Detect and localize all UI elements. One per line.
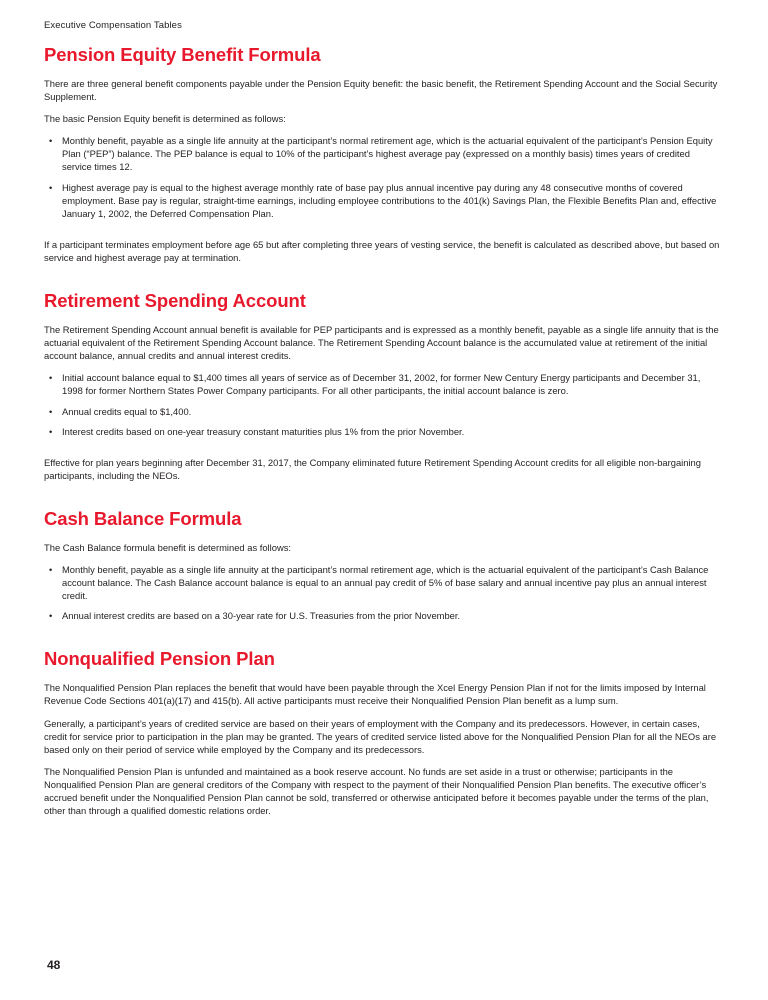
paragraph: The Nonqualified Pension Plan is unfunded and maintained as a book reserve account. No funds are set aside in a trust or otherwise; participants in the Nonqualified Pension Plan are general creditors of the Company with respect to the payment of their Nonqualified Pension Plan benefits. The executive officer’s accrued benefit under the Nonqualified Pension Plan cannot be sold, transferred or otherwise anticipated before it becomes payable under the terms of the plan, other than through a qualified domestic relations order.	[44, 765, 709, 817]
bullet-dot-icon: •	[49, 405, 53, 417]
list-item	[44, 134, 720, 173]
paragraph: The Nonqualified Pension Plan replaces the benefit that would have been payable through the Xcel Energy Pension Plan if not for the limits imposed by Internal Revenue Code Sections 401(a)(17) and 415(b). All active participants must receive their Nonqualified Pension Plan benefit as a lump sum.	[44, 682, 706, 707]
section-retirement-spending-account	[44, 290, 720, 482]
page-number: 48	[47, 958, 61, 972]
list-item	[44, 181, 720, 220]
list-item-text: Interest credits based on one-year treasury constant maturities plus 1% from the prior November.	[62, 425, 465, 437]
bullet-list	[44, 134, 720, 220]
paragraph: Effective for plan years beginning after December 31, 2017, the Company eliminated future Retirement Spending Account credits for all eligible non-bargaining participants, including the NEOs.	[44, 456, 701, 481]
list-item-text: Annual interest credits are based on a 30-year rate for U.S. Treasuries from the prior November.	[62, 610, 461, 622]
list-item-text: Monthly benefit, payable as a single life annuity at the participant’s normal retirement age, which is the actuarial equivalent of the participant’s Cash Balance account balance. The Cash Balance account balance is equal to an annual pay credit of 5% of base salary and annual incentive pay plus an annual interest credit.	[62, 563, 709, 602]
section-heading: Cash Balance Formula	[44, 507, 242, 529]
paragraph: There are three general benefit components payable under the Pension Equity benefit: the basic benefit, the Retirement Spending Account and the Social Security Supplement.	[44, 78, 718, 103]
paragraph: The Cash Balance formula benefit is determined as follows:	[44, 541, 292, 553]
list-item-text: Highest average pay is equal to the highest average monthly rate of base pay plus annual incentive pay during any 48 consecutive months of covered employment. Base pay is regular, straight-time earnings, including employee contributions to the 401(k) Savings Plan, the Flexible Benefits Plan and, effective January 1, 2002, the Deferred Compensation Plan.	[62, 181, 717, 219]
list-item	[44, 609, 720, 622]
list-item-text: Initial account balance equal to $1,400 times all years of service as of December 31, 2002, for former New Century Energy participants and December 31, 1998 for former Northern States Power Company participants. For all other participants, the initial account balance is zero.	[62, 372, 701, 397]
bullet-dot-icon: •	[49, 372, 53, 384]
bullet-dot-icon: •	[49, 563, 53, 575]
paragraph: Generally, a participant’s years of credited service are based on their years of employment with the Company and its predecessors. However, in certain cases, credit for service prior to participation in the plan may be granted. The years of credited service listed above for the Nonqualified Pension Plan for all the NEOs are based only on their period of service while employed by the Company and its predecessors.	[44, 717, 717, 755]
paragraph: If a participant terminates employment before age 65 but after completing three years of vesting service, the benefit is calculated as described above, but based on service and highest average pay at termination.	[44, 238, 720, 263]
bullet-list	[44, 563, 720, 622]
list-item	[44, 405, 720, 418]
paragraph: The basic Pension Equity benefit is determined as follows:	[44, 113, 286, 125]
bullet-list	[44, 371, 720, 437]
section-heading: Nonqualified Pension Plan	[44, 648, 275, 670]
section-nonqualified-pension-plan	[44, 648, 720, 817]
bullet-dot-icon: •	[49, 610, 53, 622]
bullet-dot-icon: •	[49, 181, 53, 193]
section-heading: Retirement Spending Account	[44, 290, 306, 312]
list-item	[44, 563, 720, 602]
list-item	[44, 371, 720, 397]
list-item-text: Annual credits equal to $1,400.	[62, 405, 192, 417]
bullet-dot-icon: •	[49, 425, 53, 437]
section-cash-balance-formula	[44, 508, 720, 622]
list-item	[44, 425, 720, 438]
section-pension-equity-benefit-formula	[44, 44, 720, 264]
paragraph: The Retirement Spending Account annual benefit is available for PEP participants and is expressed as a monthly benefit, payable as a single life annuity that is the actuarial equivalent of the Retirement Spending Account balance. The Retirement Spending Account balance is the accumulated value at retirement of the initial account balance, annual credits and annual interest credits.	[44, 324, 719, 362]
section-heading: Pension Equity Benefit Formula	[44, 44, 321, 65]
page-content	[44, 20, 720, 826]
running-head: Executive Compensation Tables	[44, 20, 182, 31]
bullet-dot-icon: •	[49, 135, 53, 147]
list-item-text: Monthly benefit, payable as a single life annuity at the participant’s normal retirement age, which is the actuarial equivalent of the participant’s Pension Equity Plan (“PEP”) balance. The PEP balance is equal to 10% of the participant’s highest average pay (expressed on a monthly basis) times years of credited service times 12.	[62, 135, 713, 173]
